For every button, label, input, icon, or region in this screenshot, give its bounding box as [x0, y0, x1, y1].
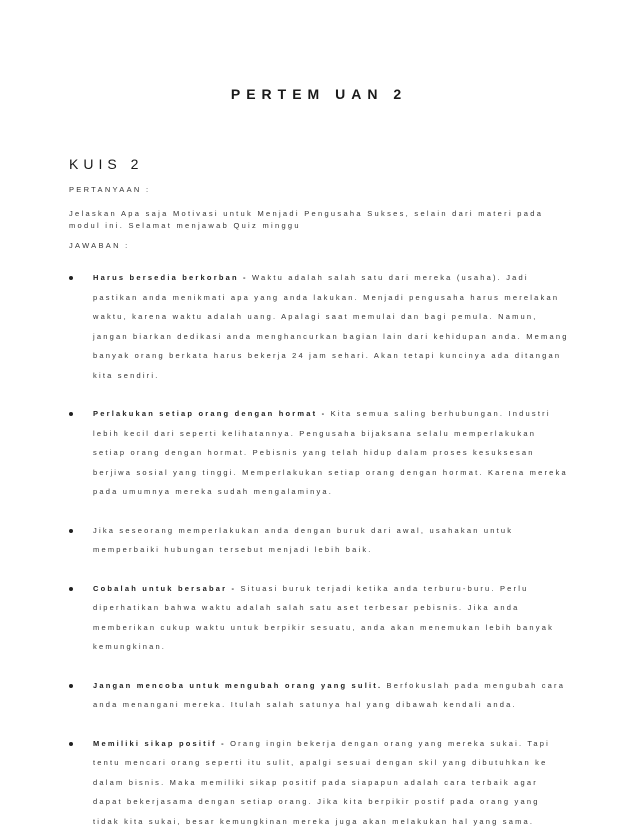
bullet-icon [69, 742, 73, 746]
answer-heading: Jangan mencoba untuk mengubah orang yang sulit. [93, 681, 382, 690]
answer-label: JAWABAN : [69, 240, 130, 252]
question-label: PERTANYAAN : [69, 184, 150, 196]
page-title: PERTEM UAN 2 [0, 86, 638, 102]
answer-text: Kita semua saling berhubungan. Industri lebih kecil dari seperti kelihatannya. Pengusaha bijaksana selalu memperlakukan setiap orang dengan hormat. Pebisnis yang telah hidup dalam proses kesuksesan berjiwa sosial yang tinggi. Memperlakukan setiap orang dengan hormat. Karena mereka pada umumnya mereka sudah mengalaminya. [93, 409, 568, 496]
bullet-icon [69, 412, 73, 416]
answer-text: Berfokuslah pada mengubah cara anda menangani mereka. Itulah salah satunya hal yang dibawah kendali anda. [93, 681, 565, 710]
answer-heading: Cobalah untuk bersabar - [93, 584, 236, 593]
bullet-icon [69, 529, 73, 533]
answer-heading: Perlakukan setiap orang dengan hormat - [93, 409, 326, 418]
question-text: Jelaskan Apa saja Motivasi untuk Menjadi Pengusaha Sukses, selain dari materi pada modul ini. Selamat menjawab Quiz minggu [69, 208, 569, 232]
answer-text: Situasi buruk terjadi ketika anda terburu-buru. Perlu diperhatikan bahwa waktu adalah salah satu aset terbesar pebisnis. Jika anda memberikan cukup waktu untuk berpikir sesuatu, anda akan menemukan lebih banyak kemungkinan. [93, 584, 554, 652]
list-item [69, 579, 569, 657]
list-item [69, 404, 569, 502]
answer-text: Orang ingin bekerja dengan orang yang mereka sukai. Tapi tentu mencari orang seperti itu sulit, apalgi sesuai dengan skil yang dibutuhkan ke dalam bisnis. Maka memiliki sikap positif pada siapapun adalah cara terbaik agar dapat bekerjasama dengan setiap orang. Jika kita berpikir postif pada orang yang tidak kita sukai, besar kemungkinan mereka juga akan melakukan hal yang sama. [93, 739, 550, 826]
list-item [69, 268, 569, 385]
answer-heading: Harus bersedia berkorban - [93, 273, 248, 282]
bullet-icon [69, 276, 73, 280]
answer-list [69, 268, 569, 831]
list-item [69, 734, 569, 831]
answer-text: Waktu adalah salah satu dari mereka (usaha). Jadi pastikan anda menikmati apa yang anda lakukan. Menjadi pengusaha harus merelakan waktu, karena waktu adalah uang. Apalagi saat memulai dan bagi pemula. Namun, jangan biarkan dedikasi anda menghancurkan bagian lain dari kehidupan anda. Memang banyak orang berkata harus bekerja 24 jam sehari. Akan tetapi kuncinya ada ditangan kita sendiri. [93, 273, 569, 380]
list-item [69, 676, 569, 715]
answer-heading: Memiliki sikap positif - [93, 739, 226, 748]
quiz-title: KUIS 2 [69, 156, 143, 172]
list-item [69, 521, 569, 560]
bullet-icon [69, 684, 73, 688]
bullet-icon [69, 587, 73, 591]
answer-text: Jika seseorang memperlakukan anda dengan buruk dari awal, usahakan untuk memperbaiki hubungan tersebut menjadi lebih baik. [93, 526, 513, 555]
